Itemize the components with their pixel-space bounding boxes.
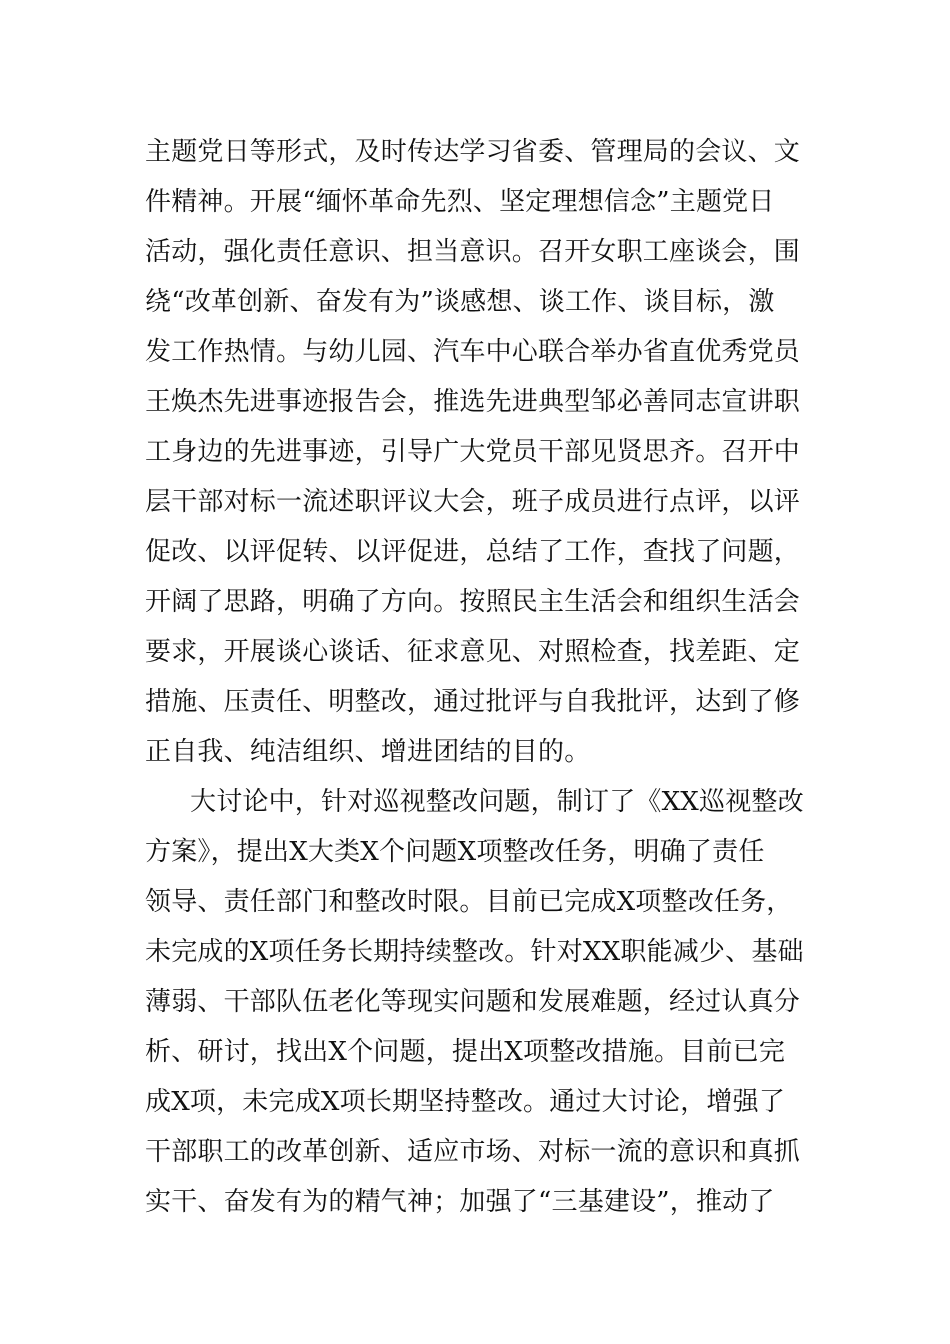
paragraph-line: 要求，开展谈心谈话、征求意见、对照检查，找差距、定: [145, 637, 801, 667]
paragraph-line: 绕“改革创新、奋发有为”谈感想、谈工作、谈目标，激: [145, 287, 775, 317]
paragraph-line: 件精神。开展“缅怀革命先烈、坚定理想信念”主题党日: [145, 187, 775, 217]
paragraph-line: 成X项，未完成X项长期坚持整改。通过大讨论，增强了: [145, 1087, 786, 1117]
paragraph-line: 开阔了思路，明确了方向。按照民主生活会和组织生活会: [145, 587, 801, 617]
paragraph-line: 大讨论中，针对巡视整改问题，制订了《XX巡视整改: [190, 787, 804, 817]
paragraph-line: 发工作热情。与幼儿园、汽车中心联合举办省直优秀党员: [145, 337, 801, 367]
paragraph-line: 正自我、纯洁组织、增进团结的目的。: [145, 737, 591, 767]
paragraph-line: 方案》，提出X大类X个问题X项整改任务，明确了责任: [145, 837, 765, 867]
paragraph-line: 活动，强化责任意识、担当意识。召开女职工座谈会，围: [145, 237, 801, 267]
paragraph-line: 措施、压责任、明整改，通过批评与自我批评，达到了修: [145, 687, 801, 717]
paragraph-line: 干部职工的改革创新、适应市场、对标一流的意识和真抓: [145, 1137, 801, 1167]
paragraph-line: 未完成的X项任务长期持续整改。针对XX职能减少、基础: [145, 937, 804, 967]
paragraph-line: 促改、以评促转、以评促进，总结了工作，查找了问题，: [145, 537, 801, 567]
paragraph-line: 实干、奋发有为的精气神；加强了“三基建设”，推动了: [145, 1187, 775, 1217]
paragraph-line: 工身边的先进事迹，引导广大党员干部见贤思齐。召开中: [145, 437, 801, 467]
paragraph-line: 层干部对标一流述职评议大会，班子成员进行点评，以评: [145, 487, 801, 517]
paragraph-line: 析、研讨，找出X个问题，提出X项整改措施。目前已完: [145, 1037, 786, 1067]
paragraph-line: 王焕杰先进事迹报告会，推选先进典型邹必善同志宣讲职: [145, 387, 801, 417]
paragraph-line: 薄弱、干部队伍老化等现实问题和发展难题，经过认真分: [145, 987, 801, 1017]
paragraph-line: 主题党日等形式，及时传达学习省委、管理局的会议、文: [145, 137, 801, 167]
paragraph-line: 领导、责任部门和整改时限。目前已完成X项整改任务，: [145, 887, 793, 917]
